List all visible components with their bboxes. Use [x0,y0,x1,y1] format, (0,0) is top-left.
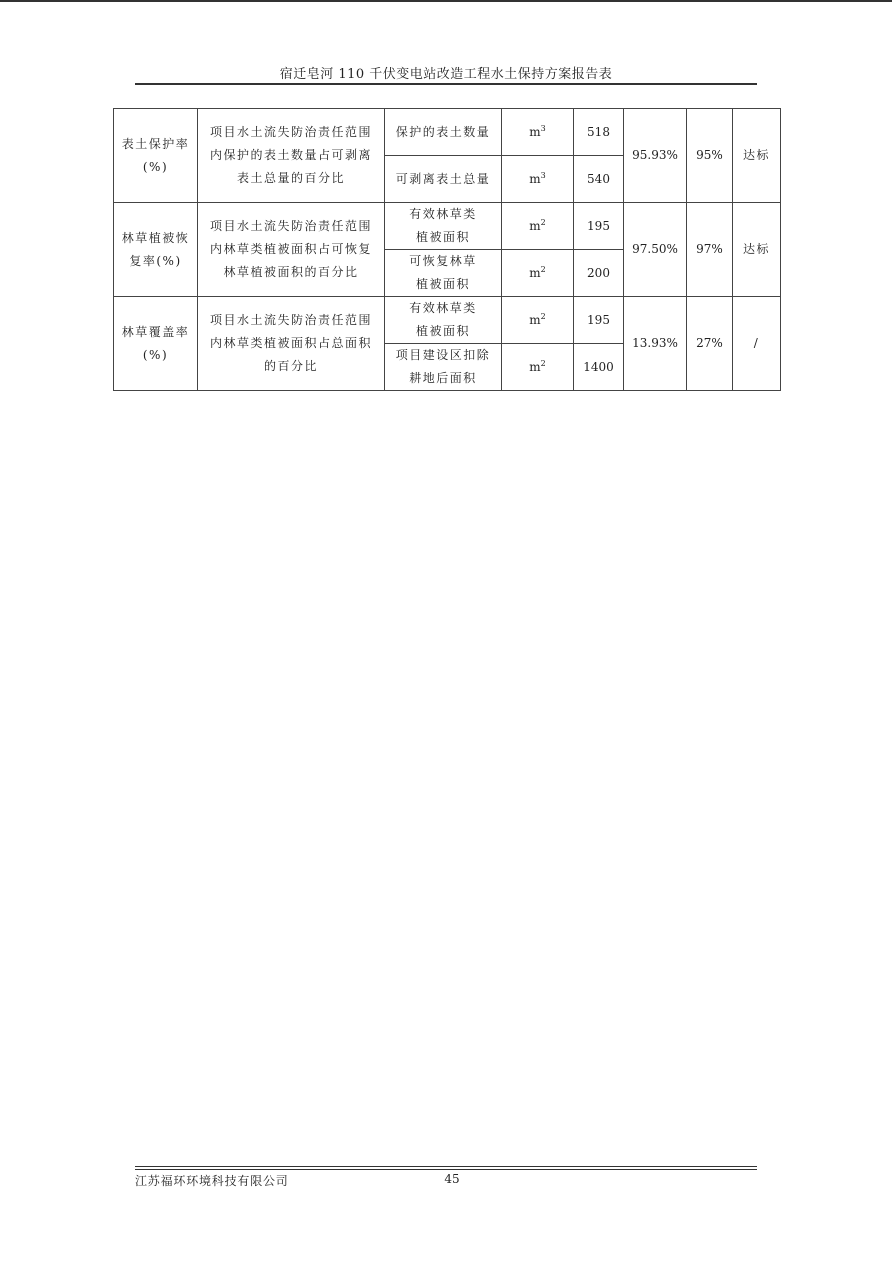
definition-cell [198,109,385,203]
value-cell: 195 [574,297,624,344]
top-border-line [0,0,892,2]
unit-exponent: 3 [540,123,546,133]
indicator-label: 复率(%) [129,253,182,268]
indicator-cell [114,109,198,203]
item-name-cell [385,156,502,203]
item-name-cell [385,297,502,344]
definition-line: 林草植被面积的百分比 [223,265,359,279]
definition-cell [198,203,385,297]
table-row [114,297,781,344]
item-name-line: 可剥离表土总量 [395,171,491,186]
unit-cell [502,344,574,391]
unit-cell [502,203,574,250]
result-cell: / [733,297,781,391]
actual-value-cell: 13.93% [624,297,687,391]
definition-line: 内保护的表土数量占可剥离 [209,148,372,162]
item-name-cell [385,250,502,297]
indicator-table [113,108,781,391]
unit-base: m [529,124,541,139]
value-cell: 518 [574,109,624,156]
indicator-cell [114,203,198,297]
definition-line: 项目水土流失防治责任范围 [209,313,372,327]
indicator-table-body [114,109,781,391]
item-name-line: 耕地后面积 [409,371,477,385]
unit-base: m [529,218,541,233]
item-name-line: 可恢复林草 [409,254,477,268]
target-value-cell: 27% [687,297,733,391]
value-cell: 540 [574,156,624,203]
unit-base: m [529,359,541,374]
definition-line: 表土总量的百分比 [236,171,345,185]
item-name-cell [385,203,502,250]
footer-company: 江苏福环环境科技有限公司 [135,1174,289,1188]
target-value-cell: 97% [687,203,733,297]
unit-cell [502,297,574,344]
item-name-line: 保护的表土数量 [395,124,491,139]
footer-divider [135,1166,757,1170]
target-value-cell: 95% [687,109,733,203]
item-name-line: 植被面积 [415,277,470,291]
definition-cell [198,297,385,391]
actual-value-cell: 95.93% [624,109,687,203]
unit-exponent: 2 [540,311,546,321]
value-cell: 200 [574,250,624,297]
unit-cell [502,109,574,156]
item-name-line: 有效林草类 [409,207,477,221]
table-row [114,203,781,250]
header-divider [135,83,757,85]
unit-exponent: 2 [540,264,546,274]
unit-exponent: 2 [540,217,546,227]
page-number: 45 [444,1172,460,1186]
indicator-label: 表土保护率 [121,136,190,151]
unit-base: m [529,171,541,186]
unit-base: m [529,312,541,327]
unit-exponent: 3 [540,170,546,180]
indicator-label: 林草覆盖率 [121,324,190,339]
item-name-line: 植被面积 [415,230,470,244]
indicator-label: (%) [142,347,169,362]
value-cell: 1400 [574,344,624,391]
value-cell: 195 [574,203,624,250]
item-name-line: 植被面积 [415,324,470,338]
result-cell: 达标 [733,109,781,203]
item-name-cell [385,344,502,391]
unit-base: m [529,265,541,280]
indicator-cell [114,297,198,391]
definition-line: 内林草类植被面积占可恢复 [209,242,372,256]
table-row [114,109,781,156]
page-header-title: 宿迁皂河 110 千伏变电站改造工程水土保持方案报告表 [279,67,613,82]
unit-cell [502,250,574,297]
definition-line: 内林草类植被面积占总面积 [209,336,372,350]
actual-value-cell: 97.50% [624,203,687,297]
item-name-line: 项目建设区扣除 [395,348,491,362]
definition-line: 项目水土流失防治责任范围 [209,125,372,139]
definition-line: 项目水土流失防治责任范围 [209,219,372,233]
unit-exponent: 2 [540,358,546,368]
indicator-label: (%) [142,159,169,174]
indicator-label: 林草植被恢 [121,230,190,245]
item-name-cell [385,109,502,156]
item-name-line: 有效林草类 [409,301,477,315]
unit-cell [502,156,574,203]
result-cell: 达标 [733,203,781,297]
definition-line: 的百分比 [263,359,318,373]
